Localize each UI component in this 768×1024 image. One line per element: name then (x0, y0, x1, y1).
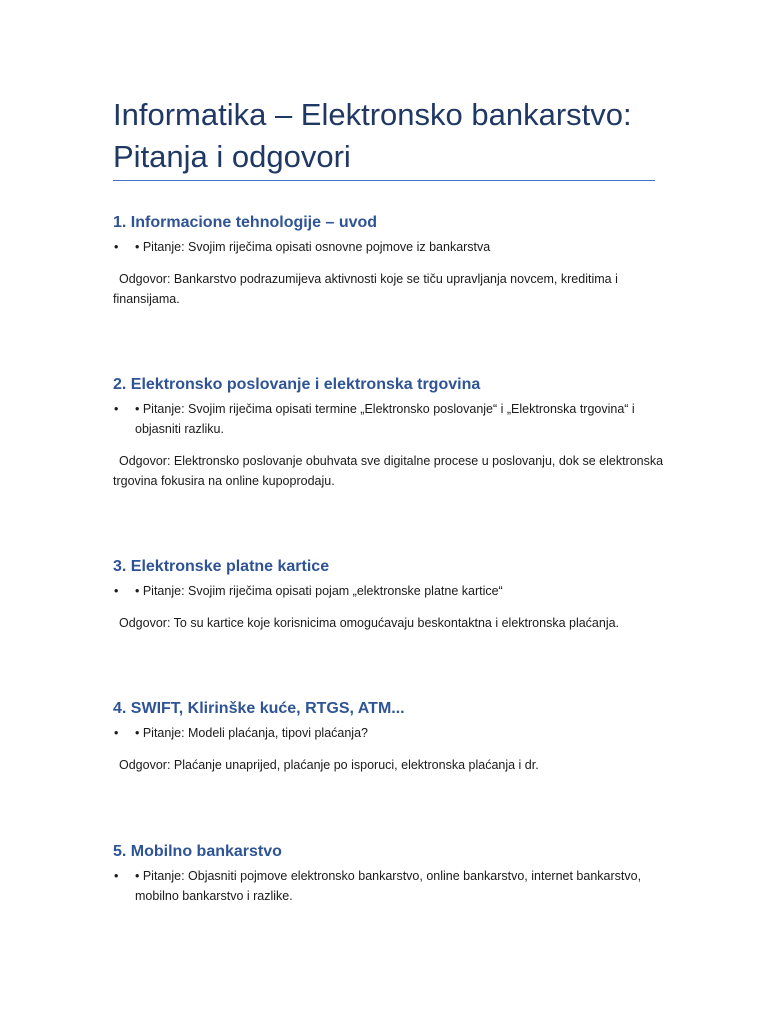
bullet-icon: • (114, 869, 119, 883)
question-text: • Pitanje: Objasniti pojmove elektronsko bankarstvo, online bankarstvo, internet bankarstvo, mobilno bankarstvo i razlike. (135, 869, 642, 903)
bullet-icon: • (114, 402, 119, 416)
section-5 (113, 842, 673, 906)
section-2 (113, 375, 673, 491)
bullet-icon: • (114, 584, 119, 598)
section-heading: 2. Elektronsko poslovanje i elektronska trgovina (113, 376, 481, 393)
section-1 (113, 213, 673, 309)
answer-text: Odgovor: Plaćanje unaprijed, plaćanje po isporuci, elektronska plaćanja i dr. (119, 758, 539, 772)
answer-text: Odgovor: Bankarstvo podrazumijeva aktivnosti koje se tiču upravljanja novcem, kreditima i finansijama. (113, 272, 618, 306)
question-item (113, 723, 673, 743)
title-divider (113, 180, 655, 181)
bullet-icon: • (114, 726, 119, 740)
document-title (113, 94, 673, 178)
section-heading: 1. Informacione tehnologije – uvod (113, 214, 378, 231)
section-4 (113, 699, 673, 775)
section-heading: 4. SWIFT, Klirinške kuće, RTGS, ATM... (113, 700, 405, 717)
question-text: • Pitanje: Svojim riječima opisati termine „Elektronsko poslovanje“ i „Elektronska trgovina“ i objasniti razliku. (135, 402, 635, 436)
bullet-icon: • (114, 240, 119, 254)
title-line-1: Informatika – Elektronsko bankarstvo: (113, 97, 632, 132)
question-text: • Pitanje: Svojim riječima opisati pojam „elektronske platne kartice“ (135, 584, 503, 598)
question-item (113, 866, 673, 906)
section-3 (113, 557, 673, 633)
section-heading: 3. Elektronske platne kartice (113, 558, 330, 575)
title-line-2: Pitanja i odgovori (113, 139, 351, 174)
question-text: • Pitanje: Modeli plaćanja, tipovi plaćanja? (135, 726, 368, 740)
answer-text: Odgovor: To su kartice koje korisnicima omogućavaju beskontaktna i elektronska plaćanja. (119, 616, 620, 630)
question-text: • Pitanje: Svojim riječima opisati osnovne pojmove iz bankarstva (135, 240, 491, 254)
section-heading: 5. Mobilno bankarstvo (113, 843, 282, 860)
question-item (113, 237, 673, 257)
answer-text: Odgovor: Elektronsko poslovanje obuhvata sve digitalne procese u poslovanju, dok se elektronska trgovina fokusira na online kupoprodaju. (113, 454, 664, 488)
question-item (113, 581, 673, 601)
question-item (113, 399, 673, 439)
